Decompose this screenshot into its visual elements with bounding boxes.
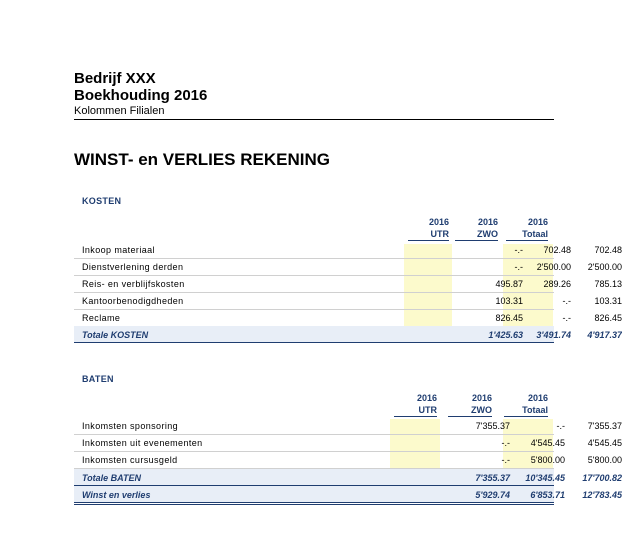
- cell-totaal: 702.48: [594, 245, 622, 255]
- company-name: Bedrijf XXX: [74, 70, 156, 87]
- cell-totaal: 7'355.37: [587, 421, 622, 431]
- total-row-kosten: [74, 326, 622, 343]
- cell-zwo: -.-: [562, 313, 571, 323]
- total-totaal: 4'917.37: [587, 330, 622, 340]
- table-row: [74, 292, 622, 310]
- row-label: Inkomsten uit evenementen: [82, 438, 203, 448]
- table-row: [74, 258, 622, 276]
- total-label: Totale BATEN: [82, 473, 142, 483]
- column-year: 2016: [527, 217, 548, 227]
- cell-totaal: 103.31: [594, 296, 622, 306]
- cell-zwo: 289.26: [543, 279, 571, 289]
- column-header-utr: [394, 392, 437, 417]
- cell-utr: 495.87: [495, 279, 523, 289]
- column-header-totaal: [506, 216, 548, 241]
- cell-zwo: -.-: [556, 421, 565, 431]
- column-header-totaal: [504, 392, 548, 417]
- cell-utr: -.-: [514, 245, 523, 255]
- column-header-zwo: [455, 216, 498, 241]
- section-label-kosten: KOSTEN: [82, 196, 122, 206]
- row-label: Inkomsten sponsoring: [82, 421, 179, 431]
- column-label: Totaal: [504, 404, 548, 417]
- report-title: WINST- en VERLIES REKENING: [74, 150, 330, 169]
- cell-utr: -.-: [514, 262, 523, 272]
- result-row: [74, 486, 622, 503]
- column-year: 2016: [527, 393, 548, 403]
- cell-utr: -.-: [501, 438, 510, 448]
- table-row: [74, 309, 622, 327]
- table-row: [74, 241, 622, 259]
- column-header-zwo: [448, 392, 492, 417]
- column-header-utr: [408, 216, 449, 241]
- cell-zwo: 2'500.00: [536, 262, 571, 272]
- result-utr: 5'929.74: [475, 490, 510, 500]
- table-row: [74, 451, 622, 469]
- total-totaal: 17'700.82: [582, 473, 622, 483]
- total-label: Totale KOSTEN: [82, 330, 149, 340]
- total-zwo: 3'491.74: [536, 330, 571, 340]
- book-title: Boekhouding 2016: [74, 87, 208, 104]
- row-label: Kantoorbenodigdheden: [82, 296, 184, 306]
- row-label: Inkoop materiaal: [82, 245, 155, 255]
- section-label-baten: BATEN: [82, 374, 114, 384]
- row-label: Reis- en verblijfskosten: [82, 279, 185, 289]
- total-zwo: 10'345.45: [525, 473, 565, 483]
- column-label: ZWO: [455, 228, 498, 241]
- result-totaal: 12'783.45: [582, 490, 622, 500]
- column-label: Totaal: [506, 228, 548, 241]
- column-label: ZWO: [448, 404, 492, 417]
- cell-totaal: 785.13: [594, 279, 622, 289]
- total-utr: 7'355.37: [475, 473, 510, 483]
- table-row: [74, 417, 622, 435]
- cell-zwo: -.-: [562, 296, 571, 306]
- result-label: Winst en verlies: [82, 490, 151, 500]
- table-row: [74, 434, 622, 452]
- cell-totaal: 826.45: [594, 313, 622, 323]
- total-row-baten: [74, 469, 622, 486]
- result-underline: [74, 504, 554, 505]
- cell-totaal: 5'800.00: [587, 455, 622, 465]
- cell-utr: 103.31: [495, 296, 523, 306]
- cell-totaal: 4'545.45: [587, 438, 622, 448]
- row-label: Dienstverlening derden: [82, 262, 184, 272]
- cell-totaal: 2'500.00: [587, 262, 622, 272]
- column-year: 2016: [471, 393, 492, 403]
- cell-utr: 7'355.37: [475, 421, 510, 431]
- report-subtitle: Kolommen Filialen: [74, 105, 165, 117]
- cell-zwo: 702.48: [543, 245, 571, 255]
- cell-utr: 826.45: [495, 313, 523, 323]
- header-divider: [74, 119, 554, 120]
- row-label: Inkomsten cursusgeld: [82, 455, 178, 465]
- column-year: 2016: [428, 217, 449, 227]
- row-label: Reclame: [82, 313, 121, 323]
- cell-zwo: 4'545.45: [530, 438, 565, 448]
- cell-zwo: 5'800.00: [530, 455, 565, 465]
- table-row: [74, 275, 622, 293]
- column-label: UTR: [408, 228, 449, 241]
- total-utr: 1'425.63: [488, 330, 523, 340]
- column-label: UTR: [394, 404, 437, 417]
- column-year: 2016: [477, 217, 498, 227]
- result-zwo: 6'853.71: [530, 490, 565, 500]
- cell-utr: -.-: [501, 455, 510, 465]
- column-year: 2016: [416, 393, 437, 403]
